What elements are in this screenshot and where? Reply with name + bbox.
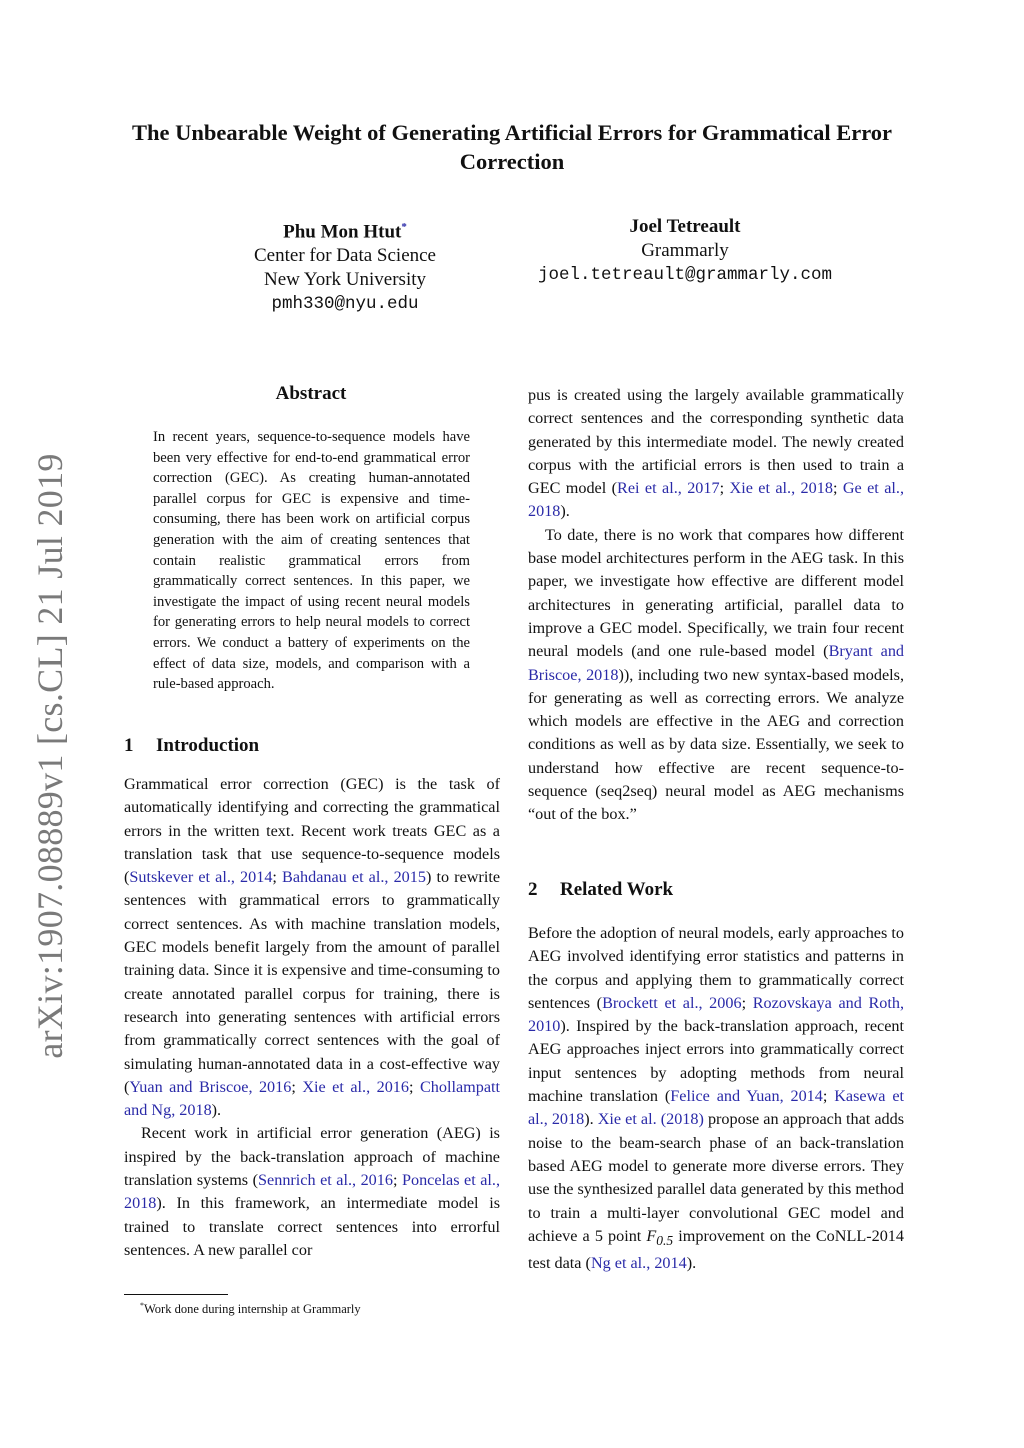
author-affiliation: Center for Data Science: [254, 245, 436, 267]
author-affiliation: New York University: [263, 269, 427, 291]
section-heading-introduction: 1 Introduction: [124, 735, 260, 756]
section-heading-related-work: 2 Related Work: [528, 879, 674, 900]
paragraph: To date, there is no work that compares how different base model architectures perform in the AEG task. In this paper, we investigate how effective are different model architectures in generating artificial, parallel data to improve a GEC model. Specifically, we train four recent neural models (and one rule-based model (Bryant and Briscoe, 2018)), including two new syntax-based models, for generating as well as correcting errors. We analyze which models are effective in the AEG and correction conditions as well as by data size. Essentially, we seek to understand how effective are recent sequence-to-sequence (seq2seq) neural model as AEG mechanisms “out of the box.”: [528, 525, 905, 824]
abstract-heading: Abstract: [275, 383, 347, 404]
metric-f05: $F_{0.5}$: [646, 1226, 674, 1249]
abstract-text: In recent years, sequence-to-sequence models have been very effective for end-to-end grammatical error correction (GEC). As creating human-annotated parallel corpus for GEC is expensive and time-consuming, there has been work on artificial corpus generation with the aim of creating sentences that contain realistic grammatical errors from grammatically correct sentences. In this paper, we investigate the impact of using recent neural models for generating errors to help neural models to correct errors. We conduct a battery of experiments on the effect of data size, models, and comparison with a rule-based approach.: [153, 429, 470, 693]
citation-link[interactable]: Sutskever et al., 2014: [129, 868, 273, 887]
citation-link[interactable]: Xie et al. (2018): [597, 1110, 704, 1129]
author-email: joel.tetreault@grammarly.com: [537, 265, 833, 285]
citation-link[interactable]: Brockett et al., 2006: [602, 993, 742, 1012]
right-column-body: [528, 384, 904, 827]
citation-link[interactable]: Bryant and Briscoe, 2018: [528, 642, 905, 684]
citation-link[interactable]: Felice and Yuan, 2014: [670, 1087, 823, 1106]
author-footnote-mark[interactable]: *: [401, 221, 407, 233]
citation-link[interactable]: Kasewa et al., 2018: [528, 1087, 905, 1129]
paragraph: Grammatical error correction (GEC) is the task of automatically identifying and correcting the grammatical errors in the written text. Recent work treats GEC as a translation task that use sequence-to-sequence models (Sutskever et al., 2014; Bahdanau et al., 2015) to rewrite sentences with grammatical errors to grammatically correct sentences. As with machine translation models, GEC models benefit largely from the amount of parallel training data. Since it is expensive and time-consuming to create annotated parallel corpus for training, there is research into generating sentences with artificial errors from grammatically correct sentences with the goal of simulating human-annotated data in a cost-effective way (Yuan and Briscoe, 2016; Xie et al., 2016; Chollampatt and Ng, 2018).: [124, 775, 500, 1120]
author-name: Phu Mon Htut*: [283, 221, 407, 243]
footnote-divider: [124, 1294, 228, 1295]
paper-title: The Unbearable Weight of Generating Artificial Errors for Grammatical Error Correction: [131, 120, 893, 174]
citation-link[interactable]: Sennrich et al., 2016: [258, 1171, 393, 1190]
paragraph: Recent work in artificial error generation (AEG) is inspired by the back-translation approach of machine translation systems (Sennrich et al., 2016; Poncelas et al., 2018). In this framework, an intermediate model is trained to translate correct sentences into errorful sentences. A new parallel cor: [124, 1124, 500, 1259]
paragraph: Before the adoption of neural models, early approaches to AEG involved identifying error statistics and patterns in the corpus and applying them to grammatically correct sentences (Brockett et al., 2006; Rozovskaya and Roth, 2010). Inspired by the back-translation approach, recent AEG approaches inject errors into grammatically correct input sentences by adopting methods from neural machine translation (Felice and Yuan, 2014; Kasewa et al., 2018). Xie et al. (2018) propose an approach that adds noise to the beam-search phase of an back-translation based AEG model to generate more diverse errors. They use the synthesized parallel data generated by this method to train a multi-layer convolutional GEC model and achieve a 5 point $F_{0.5}$ improvement on the CoNLL-2014 test data (Ng et al., 2014).: [528, 924, 905, 1273]
citation-link[interactable]: Chollampatt and Ng, 2018: [124, 1077, 500, 1120]
citation-link[interactable]: Ge et al., 2018: [528, 479, 904, 521]
citation-link[interactable]: Rei et al., 2017: [617, 479, 720, 498]
citation-link[interactable]: Yuan and Briscoe, 2016: [129, 1077, 292, 1096]
paragraph: pus is created using the largely available grammatically correct sentences and the corresponding synthetic data generated by this intermediate model. The newly created corpus with the artificial errors is then used to train a GEC model (Rei et al., 2017; Xie et al., 2018; Ge et al., 2018).: [528, 386, 904, 521]
author-block-1: [210, 215, 480, 316]
author-block-2: [500, 215, 870, 287]
arxiv-identifier: arXiv:1907.08889v1 [cs.CL] 21 Jul 2019: [30, 453, 70, 1059]
author-email: pmh330@nyu.edu: [271, 294, 419, 315]
citation-link[interactable]: Rozovskaya and Roth, 2010: [528, 993, 905, 1036]
footnote: *Work done during internship at Grammarly: [140, 1301, 361, 1317]
citation-link[interactable]: Xie et al., 2018: [729, 479, 833, 498]
citation-link[interactable]: Xie et al., 2016: [302, 1077, 409, 1096]
citation-link[interactable]: Poncelas et al., 2018: [124, 1171, 500, 1213]
related-work-body: [528, 922, 904, 1276]
citation-link[interactable]: Ng et al., 2014: [590, 1254, 687, 1273]
citation-link[interactable]: Bahdanau et al., 2015: [282, 868, 426, 887]
author-name: Joel Tetreault: [629, 216, 741, 237]
author-affiliation: Grammarly: [641, 240, 729, 261]
left-column-body: [124, 773, 500, 1262]
